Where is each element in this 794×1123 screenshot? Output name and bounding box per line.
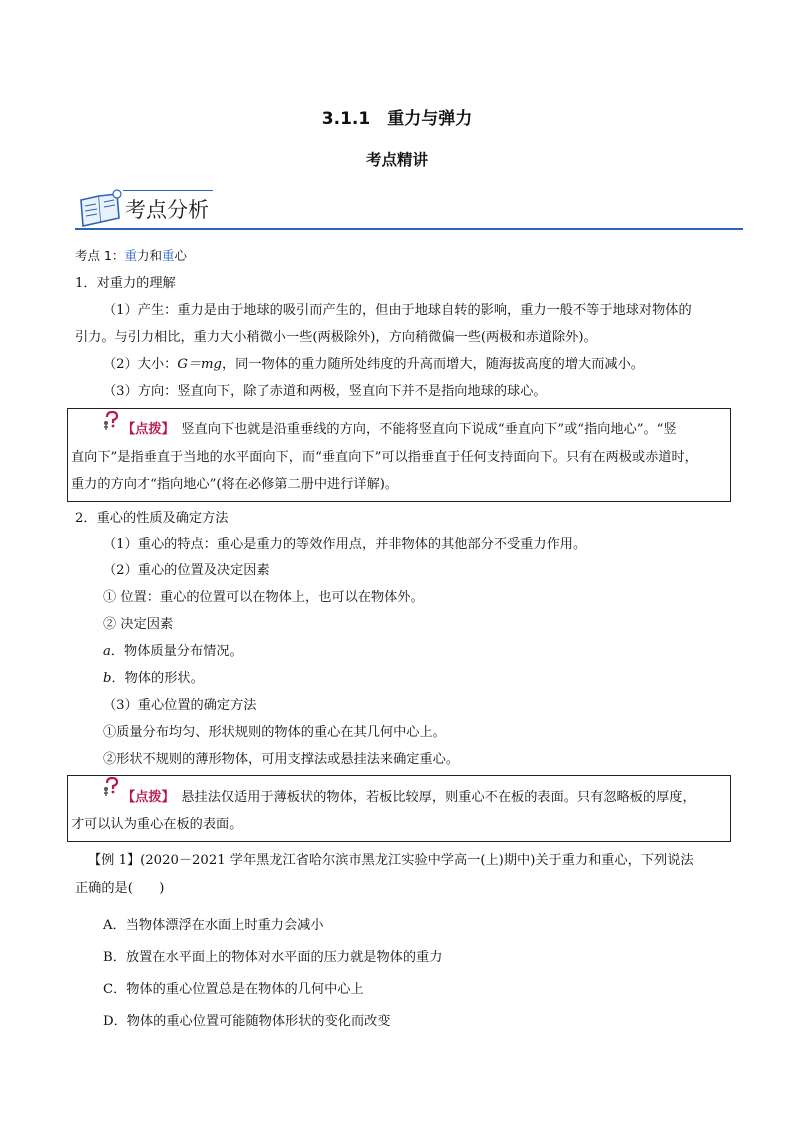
paragraph: （3）重心位置的确定方法 <box>103 698 257 713</box>
answer-option: B．放置在水平面上的物体对水平面的压力就是物体的重力 <box>103 950 443 965</box>
formula: G＝mg <box>177 357 222 372</box>
paragraph <box>103 640 243 659</box>
text: ．物体的形状。 <box>111 671 204 686</box>
paragraph: （2）重心的位置及决定因素 <box>103 563 270 578</box>
tip-tag: 【点拨】 <box>122 422 169 437</box>
topic-part: 心 <box>174 248 187 263</box>
answer-option: A．当物体漂浮在水面上时重力会减小 <box>103 918 324 933</box>
tip-line: 才可以认为重心在板的表面。 <box>71 817 243 832</box>
answer-option: C．物体的重心位置总是在物体的几何中心上 <box>103 982 364 997</box>
paragraph: ② 决定因素 <box>103 617 174 632</box>
topic-part: 重 <box>161 248 175 263</box>
list-mark: a <box>103 644 111 659</box>
paragraph: ①质量分布均匀、形状规则的物体的重心在其几何中心上。 <box>103 725 446 740</box>
text: ，同一物体的重力随所处纬度的升高而增大，随海拔高度的增大而减小。 <box>222 357 644 372</box>
question-figure-icon <box>102 411 122 431</box>
text: （2）大小： <box>103 357 178 372</box>
book-icon <box>77 188 125 228</box>
question-figure-icon <box>102 777 122 797</box>
topic-part: 重 <box>124 248 137 263</box>
topic-label <box>75 246 187 264</box>
paragraph: ① 位置：重心的位置可以在物体上，也可以在物体外。 <box>103 590 424 605</box>
topic-part: 力和 <box>136 248 162 263</box>
banner-top-rule <box>123 190 213 191</box>
tip-tag: 【点拨】 <box>122 790 169 805</box>
answer-option: D．物体的重心位置可能随物体形状的变化而改变 <box>103 1014 391 1029</box>
section-banner <box>75 188 743 232</box>
paragraph: ②形状不规则的薄形物体，可用支撑法或悬挂法来确定重心。 <box>103 752 460 767</box>
tip-text: 竖直向下也就是沿重垂线的方向，不能将竖直向下说成“垂直向下”或“指向地心”。“竖 <box>168 422 677 437</box>
section-heading: 1．对重力的理解 <box>75 276 176 291</box>
paragraph: （1）产生：重力是由于地球的吸引而产生的，但由于地球自转的影响，重力一般不等于地球对物体的 <box>103 303 692 318</box>
tip-text: 悬挂法仅适用于薄板状的物体，若板比较厚，则重心不在板的表面。只有忽略板的厚度， <box>168 790 696 805</box>
example-question: 【例 1】(2020－2021 学年黑龙江省哈尔滨市黑龙江实验中学高一(上)期中)关于重力和重心，下列说法 <box>88 853 694 868</box>
banner-divider <box>75 228 743 230</box>
topic-prefix: 考点 1： <box>75 248 125 263</box>
banner-label: 考点分析 <box>125 198 209 222</box>
paragraph <box>103 667 204 686</box>
page-title: 3.1.1 重力与弹力 <box>321 109 473 129</box>
paragraph: （1）重心的特点：重心是重力的等效作用点，并非物体的其他部分不受重力作用。 <box>103 537 587 552</box>
paragraph: （3）方向：竖直向下，除了赤道和两极，竖直向下并不是指向地球的球心。 <box>103 384 547 399</box>
tip-line <box>122 786 696 805</box>
text: ．物体质量分布情况。 <box>110 644 243 659</box>
tip-line: 重力的方向才“指向地心”(将在必修第二册中进行详解)。 <box>71 477 399 492</box>
example-question: 正确的是( ) <box>75 881 165 896</box>
section-heading: 2．重心的性质及确定方法 <box>75 511 229 526</box>
list-mark: b <box>103 671 112 686</box>
paragraph <box>103 353 644 372</box>
paragraph: 引力。与引力相比，重力大小稍微小一些(两极除外)，方向稍微偏一些(两极和赤道除外)。 <box>75 330 597 345</box>
page-subtitle: 考点精讲 <box>365 151 428 169</box>
tip-line: 直向下”是指垂直于当地的水平面向下，而“垂直向下”可以指垂直于任何支持面向下。只有在两极或赤道时， <box>71 450 698 465</box>
tip-line <box>122 418 677 437</box>
